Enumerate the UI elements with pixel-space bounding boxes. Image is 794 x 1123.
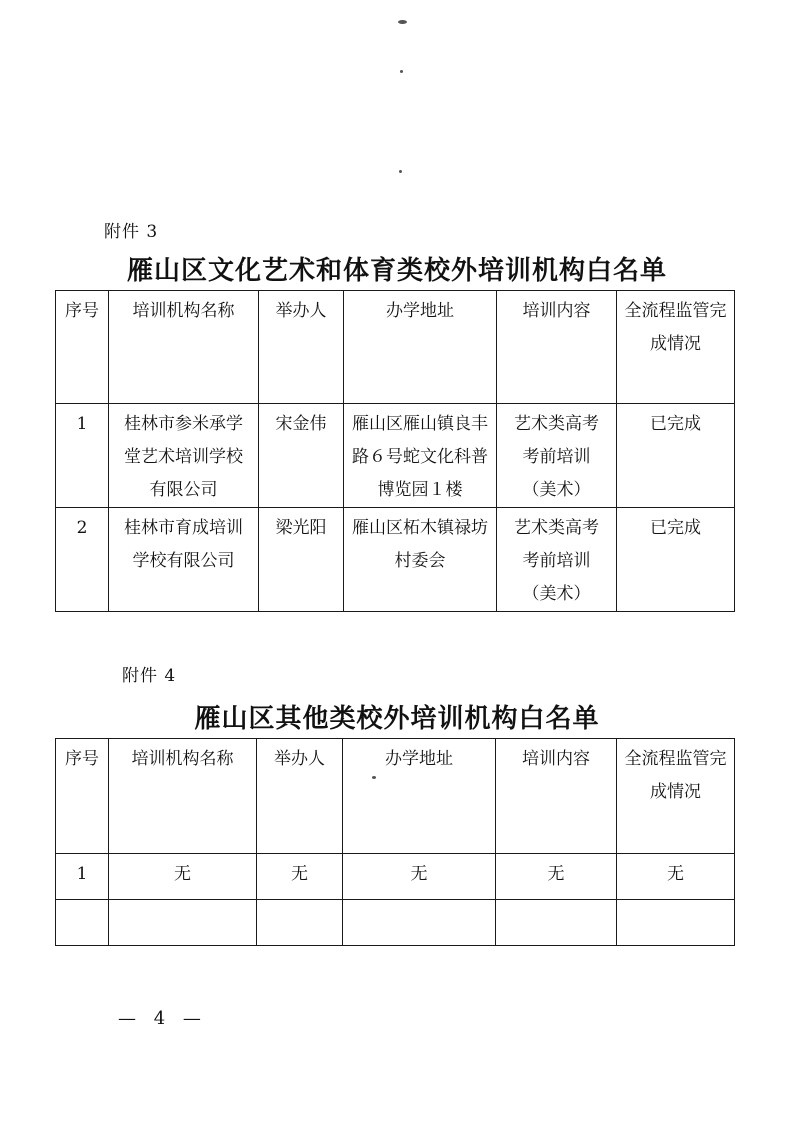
cell-content: 无 bbox=[496, 854, 617, 900]
cell-status bbox=[617, 900, 735, 946]
attachment-3-label: 附件 3 bbox=[104, 222, 159, 242]
cell-name: 无 bbox=[109, 854, 257, 900]
cell-no bbox=[56, 900, 109, 946]
header-status: 全流程监管完成情况 bbox=[617, 291, 735, 404]
table-row bbox=[56, 854, 735, 900]
header-content: 培训内容 bbox=[497, 291, 617, 404]
cell-no: 1 bbox=[56, 854, 109, 900]
cell-content bbox=[496, 900, 617, 946]
cell-address: 雁山区雁山镇良丰路６号蛇文化科普博览园１楼 bbox=[344, 404, 497, 508]
header-address: 办学地址 bbox=[344, 291, 497, 404]
table-row bbox=[56, 404, 735, 508]
cell-organizer: 梁光阳 bbox=[259, 508, 344, 612]
scan-speck bbox=[400, 70, 403, 73]
header-organizer: 举办人 bbox=[257, 739, 343, 854]
cell-name bbox=[109, 900, 257, 946]
scan-speck bbox=[399, 170, 402, 173]
arts-sports-whitelist-table bbox=[55, 290, 735, 612]
scan-speck bbox=[398, 20, 407, 24]
whitelist-title-other: 雁山区其他类校外培训机构白名单 bbox=[194, 704, 600, 734]
cell-content: 艺术类高考考前培训（美术） bbox=[497, 404, 617, 508]
header-name: 培训机构名称 bbox=[109, 291, 259, 404]
cell-no: 1 bbox=[56, 404, 109, 508]
table-row bbox=[56, 900, 735, 946]
table-header-row bbox=[56, 739, 735, 854]
cell-address: 无 bbox=[343, 854, 496, 900]
cell-organizer: 宋金伟 bbox=[259, 404, 344, 508]
cell-no: 2 bbox=[56, 508, 109, 612]
cell-name: 桂林市育成培训学校有限公司 bbox=[109, 508, 259, 612]
cell-content: 艺术类高考考前培训（美术） bbox=[497, 508, 617, 612]
cell-address: 雁山区柘木镇禄坊村委会 bbox=[344, 508, 497, 612]
page-number: — 4 — bbox=[118, 1008, 207, 1029]
table-header-row bbox=[56, 291, 735, 404]
header-content: 培训内容 bbox=[496, 739, 617, 854]
cell-name: 桂林市参米承学堂艺术培训学校有限公司 bbox=[109, 404, 259, 508]
header-address: 办学地址 bbox=[343, 739, 496, 854]
cell-organizer bbox=[257, 900, 343, 946]
whitelist-title-arts-sports: 雁山区文化艺术和体育类校外培训机构白名单 bbox=[126, 256, 667, 286]
table-row bbox=[56, 508, 735, 612]
cell-status: 已完成 bbox=[617, 404, 735, 508]
cell-status: 已完成 bbox=[617, 508, 735, 612]
header-no: 序号 bbox=[56, 291, 109, 404]
cell-status: 无 bbox=[617, 854, 735, 900]
header-no: 序号 bbox=[56, 739, 109, 854]
other-whitelist-table bbox=[55, 738, 735, 946]
header-name: 培训机构名称 bbox=[109, 739, 257, 854]
header-organizer: 举办人 bbox=[259, 291, 344, 404]
attachment-4-label: 附件 4 bbox=[122, 666, 177, 686]
header-status: 全流程监管完成情况 bbox=[617, 739, 735, 854]
cell-organizer: 无 bbox=[257, 854, 343, 900]
cell-address bbox=[343, 900, 496, 946]
